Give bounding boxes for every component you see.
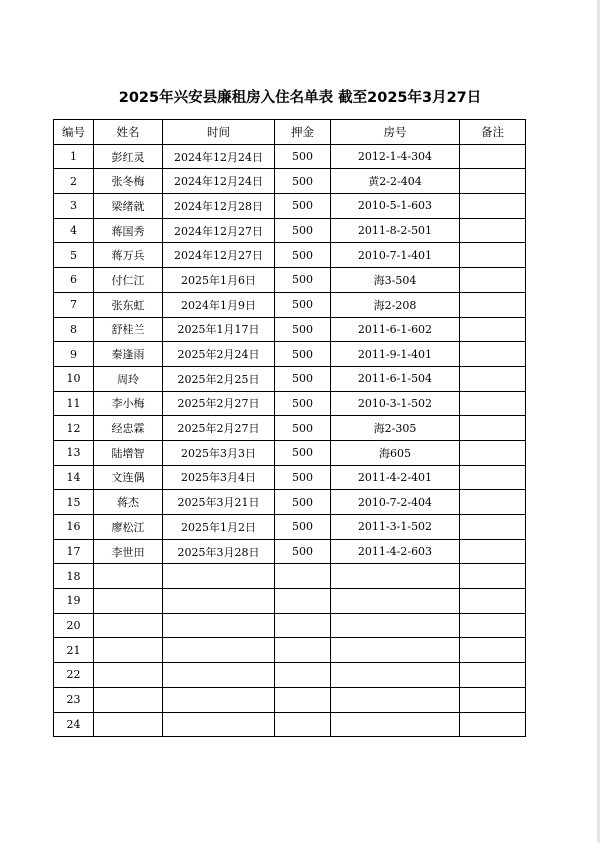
cell-room: 海605 (331, 440, 460, 465)
cell-remarks (460, 391, 526, 416)
cell-date: 2024年12月24日 (163, 144, 275, 169)
cell-number: 19 (54, 589, 94, 614)
cell-number: 5 (54, 243, 94, 268)
cell-room: 2010-7-1-401 (331, 243, 460, 268)
cell-room (331, 663, 460, 688)
table-row (54, 613, 526, 638)
cell-name: 梁绪就 (94, 194, 163, 219)
table-row (54, 194, 526, 219)
cell-room (331, 589, 460, 614)
cell-date: 2025年3月28日 (163, 539, 275, 564)
table-row (54, 589, 526, 614)
cell-remarks (460, 342, 526, 367)
table-header-row (54, 120, 526, 145)
cell-date: 2024年12月24日 (163, 169, 275, 194)
cell-room: 海2-208 (331, 292, 460, 317)
cell-room: 海3-504 (331, 268, 460, 293)
cell-room: 2011-4-2-603 (331, 539, 460, 564)
table-row (54, 564, 526, 589)
cell-room (331, 687, 460, 712)
cell-name: 蒋国秀 (94, 218, 163, 243)
cell-remarks (460, 663, 526, 688)
cell-room: 2011-3-1-502 (331, 515, 460, 540)
cell-date (163, 712, 275, 737)
table-row (54, 539, 526, 564)
cell-name (94, 712, 163, 737)
header-remarks: 备注 (460, 120, 526, 145)
cell-number: 15 (54, 490, 94, 515)
cell-deposit: 500 (275, 268, 331, 293)
table-row (54, 342, 526, 367)
cell-name: 李世田 (94, 539, 163, 564)
cell-remarks (460, 613, 526, 638)
cell-name: 陆增智 (94, 440, 163, 465)
cell-remarks (460, 366, 526, 391)
cell-remarks (460, 539, 526, 564)
cell-deposit: 500 (275, 490, 331, 515)
cell-room (331, 564, 460, 589)
cell-date: 2025年2月25日 (163, 366, 275, 391)
cell-date (163, 687, 275, 712)
table-body (54, 144, 526, 737)
cell-date: 2024年12月27日 (163, 243, 275, 268)
cell-name (94, 638, 163, 663)
cell-deposit: 500 (275, 440, 331, 465)
cell-deposit (275, 663, 331, 688)
cell-remarks (460, 144, 526, 169)
cell-deposit: 500 (275, 169, 331, 194)
header-number: 编号 (54, 120, 94, 145)
cell-deposit: 500 (275, 366, 331, 391)
cell-deposit: 500 (275, 416, 331, 441)
cell-number: 20 (54, 613, 94, 638)
cell-remarks (460, 218, 526, 243)
cell-remarks (460, 490, 526, 515)
cell-deposit (275, 687, 331, 712)
table-row (54, 218, 526, 243)
cell-remarks (460, 515, 526, 540)
cell-name (94, 663, 163, 688)
cell-room: 2011-6-1-602 (331, 317, 460, 342)
cell-number: 10 (54, 366, 94, 391)
cell-remarks (460, 589, 526, 614)
cell-name: 张冬梅 (94, 169, 163, 194)
cell-date: 2024年12月27日 (163, 218, 275, 243)
cell-name (94, 613, 163, 638)
table-row (54, 712, 526, 737)
cell-remarks (460, 687, 526, 712)
cell-remarks (460, 416, 526, 441)
table-row (54, 638, 526, 663)
table-row (54, 440, 526, 465)
cell-room: 2010-7-2-404 (331, 490, 460, 515)
cell-remarks (460, 465, 526, 490)
cell-number: 16 (54, 515, 94, 540)
cell-room: 2011-9-1-401 (331, 342, 460, 367)
cell-remarks (460, 440, 526, 465)
cell-name: 蒋杰 (94, 490, 163, 515)
cell-date: 2024年1月9日 (163, 292, 275, 317)
cell-name: 周玲 (94, 366, 163, 391)
cell-room: 2010-3-1-502 (331, 391, 460, 416)
cell-remarks (460, 292, 526, 317)
header-deposit: 押金 (275, 120, 331, 145)
cell-room: 2012-1-4-304 (331, 144, 460, 169)
cell-date (163, 638, 275, 663)
table-row (54, 490, 526, 515)
cell-name (94, 589, 163, 614)
table-row (54, 391, 526, 416)
cell-number: 23 (54, 687, 94, 712)
table-row (54, 663, 526, 688)
table-row (54, 687, 526, 712)
cell-name: 蒋万兵 (94, 243, 163, 268)
table-row (54, 169, 526, 194)
cell-number: 18 (54, 564, 94, 589)
cell-room: 黄2-2-404 (331, 169, 460, 194)
cell-number: 21 (54, 638, 94, 663)
header-date: 时间 (163, 120, 275, 145)
cell-date: 2024年12月28日 (163, 194, 275, 219)
cell-name: 付仁江 (94, 268, 163, 293)
cell-name: 经忠霖 (94, 416, 163, 441)
cell-number: 7 (54, 292, 94, 317)
cell-remarks (460, 638, 526, 663)
cell-date: 2025年3月4日 (163, 465, 275, 490)
cell-date: 2025年2月24日 (163, 342, 275, 367)
cell-room: 海2-305 (331, 416, 460, 441)
cell-deposit: 500 (275, 144, 331, 169)
cell-room (331, 712, 460, 737)
cell-remarks (460, 194, 526, 219)
cell-deposit (275, 712, 331, 737)
cell-deposit: 500 (275, 539, 331, 564)
cell-name: 文连偶 (94, 465, 163, 490)
cell-deposit (275, 589, 331, 614)
cell-date: 2025年1月2日 (163, 515, 275, 540)
cell-date (163, 589, 275, 614)
cell-name: 张东虹 (94, 292, 163, 317)
cell-number: 14 (54, 465, 94, 490)
table-row (54, 144, 526, 169)
cell-deposit: 500 (275, 342, 331, 367)
cell-name: 彭红灵 (94, 144, 163, 169)
cell-remarks (460, 564, 526, 589)
cell-date (163, 564, 275, 589)
cell-name: 舒桂兰 (94, 317, 163, 342)
cell-date: 2025年3月3日 (163, 440, 275, 465)
cell-date: 2025年1月17日 (163, 317, 275, 342)
cell-deposit: 500 (275, 317, 331, 342)
cell-name (94, 564, 163, 589)
table-row (54, 416, 526, 441)
table-row (54, 243, 526, 268)
cell-remarks (460, 712, 526, 737)
cell-room: 2011-8-2-501 (331, 218, 460, 243)
header-name: 姓名 (94, 120, 163, 145)
cell-room (331, 638, 460, 663)
table-row (54, 465, 526, 490)
cell-room (331, 613, 460, 638)
cell-room: 2011-6-1-504 (331, 366, 460, 391)
cell-date: 2025年1月6日 (163, 268, 275, 293)
cell-date (163, 613, 275, 638)
cell-remarks (460, 243, 526, 268)
table-row (54, 292, 526, 317)
table-row (54, 268, 526, 293)
cell-date: 2025年2月27日 (163, 391, 275, 416)
cell-name: 廖松江 (94, 515, 163, 540)
cell-number: 6 (54, 268, 94, 293)
cell-number: 11 (54, 391, 94, 416)
cell-name: 秦逢雨 (94, 342, 163, 367)
cell-number: 2 (54, 169, 94, 194)
cell-number: 17 (54, 539, 94, 564)
page-title: 2025年兴安县廉租房入住名单表 截至2025年3月27日 (118, 90, 482, 106)
cell-name: 李小梅 (94, 391, 163, 416)
cell-deposit: 500 (275, 515, 331, 540)
cell-deposit (275, 564, 331, 589)
cell-number: 3 (54, 194, 94, 219)
cell-deposit: 500 (275, 292, 331, 317)
cell-number: 8 (54, 317, 94, 342)
cell-date: 2025年3月21日 (163, 490, 275, 515)
tenant-roster-table (53, 119, 526, 737)
cell-number: 24 (54, 712, 94, 737)
table-row (54, 317, 526, 342)
cell-number: 13 (54, 440, 94, 465)
cell-room: 2010-5-1-603 (331, 194, 460, 219)
cell-deposit: 500 (275, 194, 331, 219)
cell-remarks (460, 169, 526, 194)
cell-number: 1 (54, 144, 94, 169)
cell-remarks (460, 317, 526, 342)
cell-deposit (275, 638, 331, 663)
cell-date (163, 663, 275, 688)
cell-date: 2025年2月27日 (163, 416, 275, 441)
cell-name (94, 687, 163, 712)
cell-deposit: 500 (275, 218, 331, 243)
cell-number: 12 (54, 416, 94, 441)
cell-number: 4 (54, 218, 94, 243)
cell-deposit: 500 (275, 391, 331, 416)
cell-number: 9 (54, 342, 94, 367)
cell-remarks (460, 268, 526, 293)
cell-deposit: 500 (275, 465, 331, 490)
table-row (54, 515, 526, 540)
cell-room: 2011-4-2-401 (331, 465, 460, 490)
cell-number: 22 (54, 663, 94, 688)
table-row (54, 366, 526, 391)
header-room: 房号 (331, 120, 460, 145)
cell-deposit: 500 (275, 243, 331, 268)
cell-deposit (275, 613, 331, 638)
